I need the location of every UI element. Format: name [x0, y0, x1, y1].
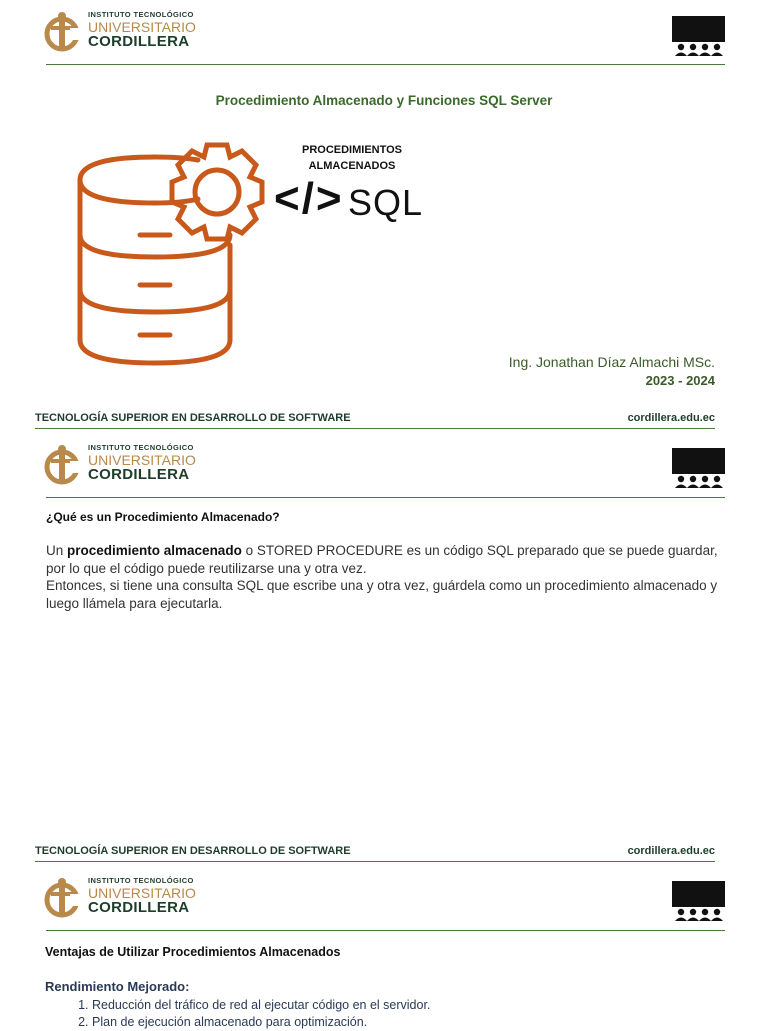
academic-year: 2023 - 2024 [645, 373, 715, 388]
institute-logo [42, 874, 212, 922]
logo-line1: INSTITUTO TECNOLÓGICO [88, 876, 194, 885]
image-label-line1: PROCEDIMIENTOS [301, 144, 403, 156]
header-divider [46, 64, 725, 65]
logo-line3: CORDILLERA [88, 33, 190, 50]
advantages-list [72, 997, 430, 1031]
database-gear-icon [70, 135, 280, 370]
paragraph-bold-term: procedimiento almacenado [67, 543, 242, 558]
institute-logo [42, 441, 212, 489]
document-title: Procedimiento Almacenado y Funciones SQL Server [215, 93, 553, 108]
definition-paragraph [46, 542, 726, 612]
footer-divider [35, 861, 715, 862]
footer-program: TECNOLOGÍA SUPERIOR EN DESARROLLO DE SOFTWARE [35, 412, 351, 424]
author-name: Ing. Jonathan Díaz Almachi MSc. [508, 354, 715, 370]
logo-emblem-icon [42, 876, 82, 920]
section-question: ¿Qué es un Procedimiento Almacenado? [46, 510, 280, 524]
paragraph-text: Entonces, si tiene una consulta SQL que escribe una y otra vez, guárdela como un procedimiento almacenado y luego llámela para ejecutarla. [46, 578, 718, 611]
logo-line2: UNIVERSITARIO [88, 19, 196, 35]
logo-line2: UNIVERSITARIO [88, 885, 196, 901]
paragraph-text: Un [46, 543, 68, 558]
header-divider [46, 497, 725, 498]
list-item: 1. Reducción del tráfico de red al ejecutar código en el servidor. [92, 997, 430, 1014]
subsection-title: Rendimiento Mejorado: [45, 979, 190, 994]
classroom-icon [672, 448, 725, 488]
code-symbol: </> [274, 174, 344, 223]
header-divider [46, 930, 725, 931]
logo-line3: CORDILLERA [88, 466, 190, 483]
list-item: 2. Plan de ejecución almacenado para optimización. [92, 1014, 430, 1031]
footer-website[interactable]: cordillera.edu.ec [627, 412, 715, 424]
logo-emblem-icon [42, 443, 82, 487]
classroom-icon [672, 881, 725, 921]
footer-website[interactable]: cordillera.edu.ec [627, 845, 715, 857]
logo-line2: UNIVERSITARIO [88, 452, 196, 468]
section-title: Ventajas de Utilizar Procedimientos Almacenados [45, 945, 341, 959]
image-label-line2: ALMACENADOS [308, 160, 396, 172]
logo-line3: CORDILLERA [88, 899, 190, 916]
sql-text: SQL [348, 182, 424, 223]
logo-line1: INSTITUTO TECNOLÓGICO [88, 443, 194, 452]
paragraph-text: o STORED PROCEDURE es un código SQL preparado que se puede guardar, por lo que el código puede reutilizarse una y otra vez. [46, 543, 718, 576]
classroom-icon [672, 16, 725, 56]
logo-line1: INSTITUTO TECNOLÓGICO [88, 10, 194, 19]
institute-logo [42, 8, 212, 56]
logo-emblem-icon [42, 10, 82, 54]
footer-program: TECNOLOGÍA SUPERIOR EN DESARROLLO DE SOFTWARE [35, 845, 351, 857]
footer-divider [35, 428, 715, 429]
